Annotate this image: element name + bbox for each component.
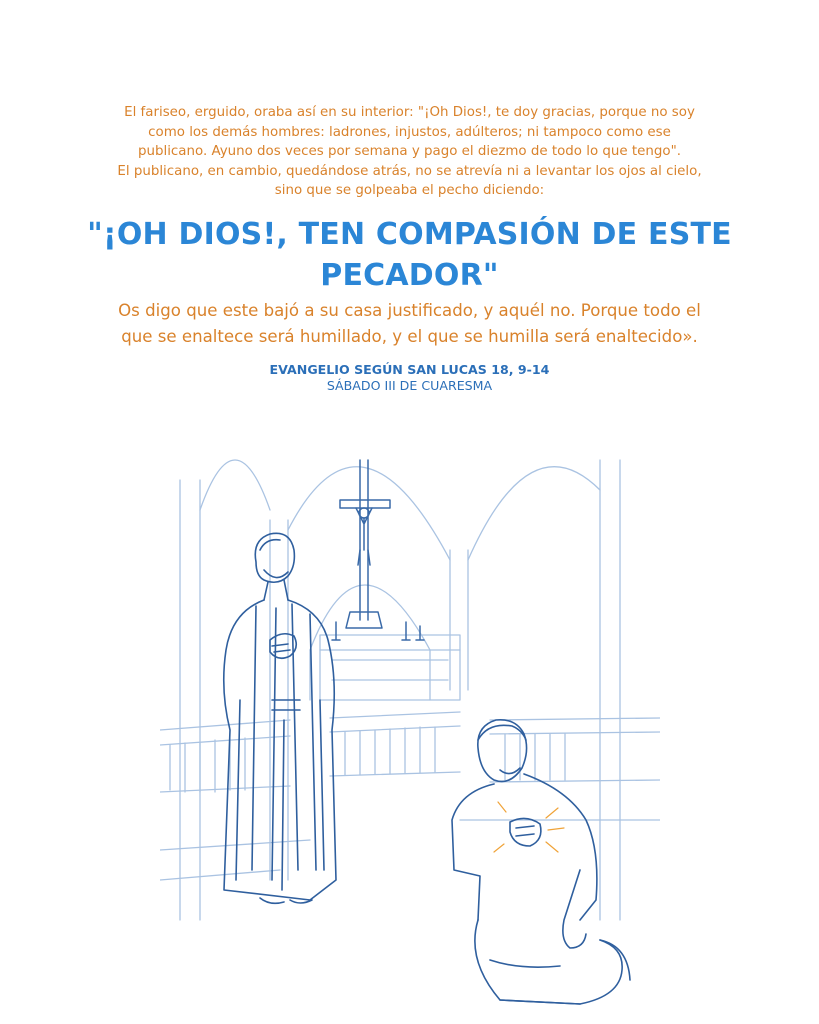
headline-line: PECADOR": [320, 258, 499, 293]
intro-line: sino que se golpeaba el pecho diciendo:: [274, 183, 545, 199]
pharisee-and-publican-illustration: [160, 400, 660, 1024]
headline-line: "¡OH DIOS!, TEN COMPASIÓN DE ESTE: [87, 217, 732, 252]
closing-line: que se enaltece será humillado, y el que se humilla será enaltecido».: [121, 327, 698, 346]
gospel-reference: [60, 362, 759, 394]
reference-subtitle: SÁBADO III DE CUARESMA: [326, 378, 493, 393]
intro-passage: [60, 103, 759, 201]
pharisee-icon: [224, 533, 336, 903]
crucifix-icon: [332, 460, 424, 640]
intro-line: publicano. Ayuno dos veces por semana y pago el diezmo de todo lo que tengo".: [138, 144, 681, 160]
church-interior-icon: [160, 460, 660, 920]
closing-line: Os digo que este bajó a su casa justificado, y aquél no. Porque todo el: [118, 301, 701, 320]
reference-title: EVANGELIO SEGÚN SAN LUCAS 18, 9-14: [269, 362, 550, 377]
intro-line: como los demás hombres: ladrones, injustos, adúlteros; ni tampoco como ese: [148, 124, 671, 140]
closing-passage: [60, 298, 759, 350]
headline-quote: [60, 214, 759, 296]
intro-line: El publicano, en cambio, quedándose atrás, no se atrevía ni a levantar los ojos al cielo,: [117, 163, 702, 179]
publican-icon: [452, 720, 630, 1004]
intro-line: El fariseo, erguido, oraba así en su interior: "¡Oh Dios!, te doy gracias, porque no soy: [124, 105, 695, 120]
